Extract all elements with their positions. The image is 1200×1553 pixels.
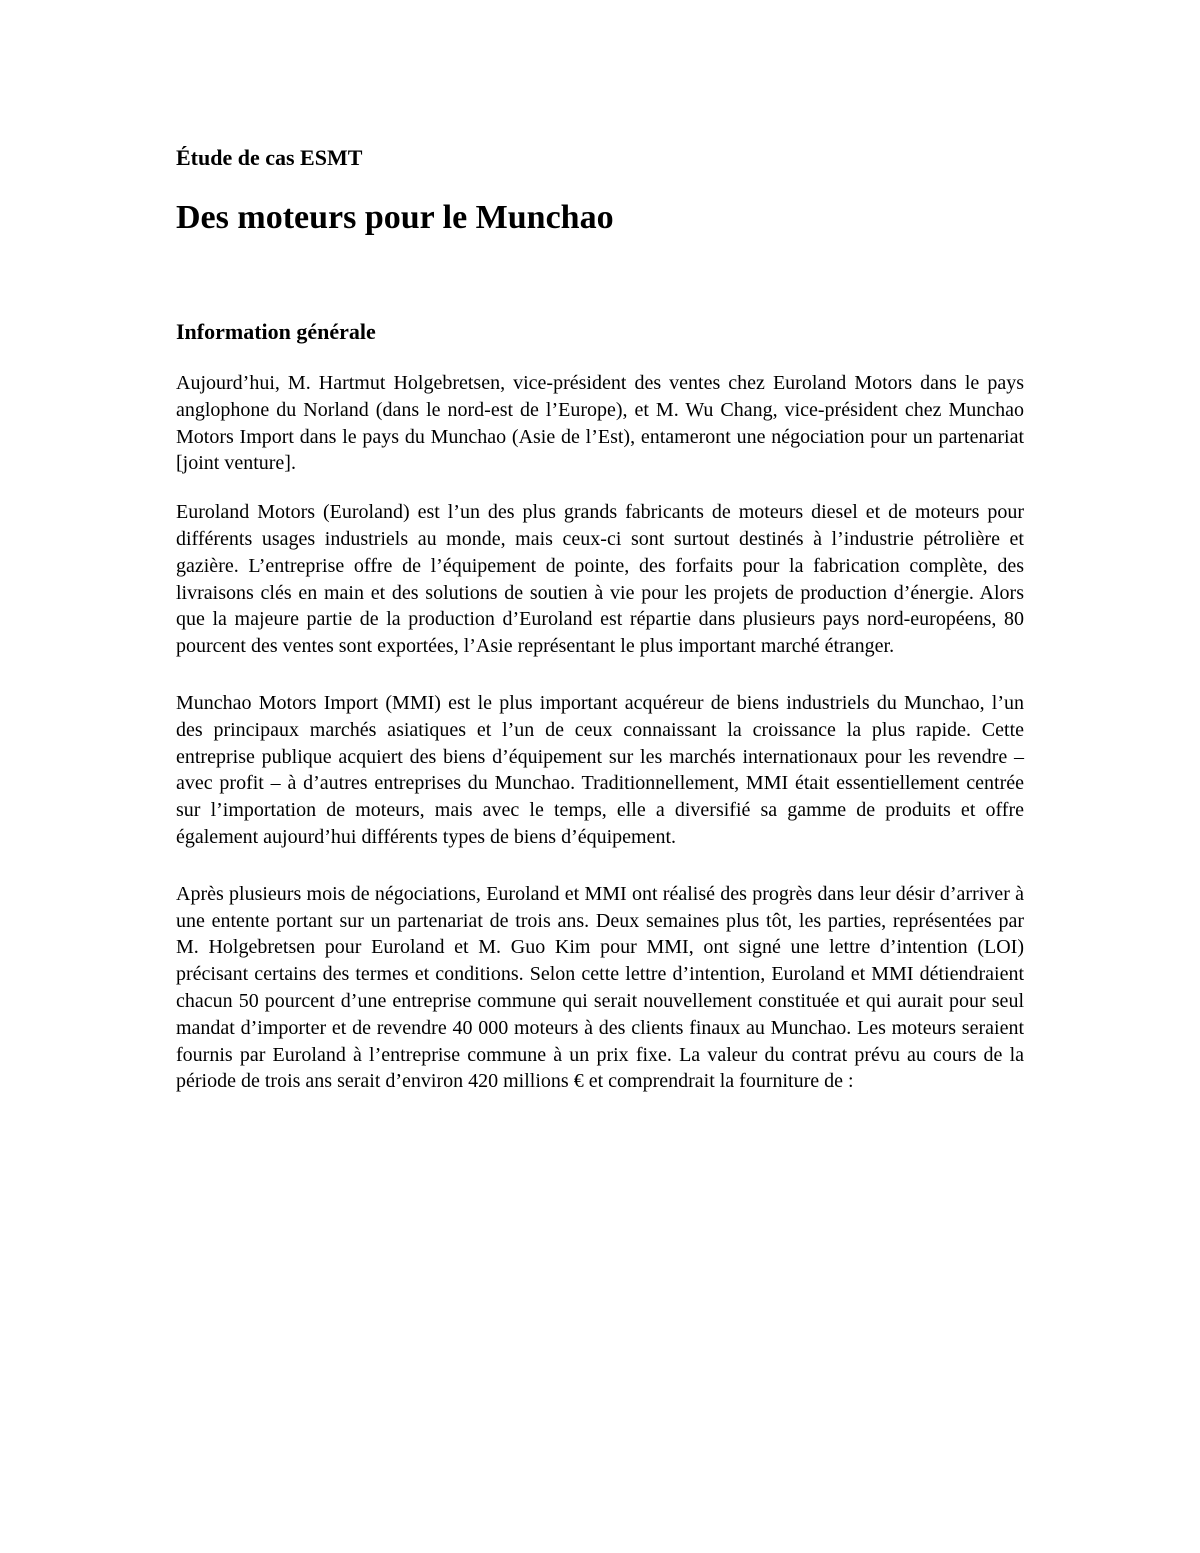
paragraph-negotiations: Après plusieurs mois de négociations, Euroland et MMI ont réalisé des progrès dans leur désir d’arriver à une entente portant sur un partenariat de trois ans. Deux semaines plus tôt, les parties, représentées par M. Holgebretsen pour Euroland et M. Guo Kim pour MMI, ont signé une lettre d’intention (LOI) précisant certains des termes et conditions. Selon cette lettre d’intention, Euroland et MMI détiendraient chacun 50 pourcent d’une entreprise commune qui serait nouvellement constituée et qui aurait pour seul mandat d’importer et de revendre 40 000 moteurs à des clients finaux au Munchao. Les moteurs seraient fournis par Euroland à l’entreprise commune à un prix fixe. La valeur du contrat prévu au cours de la période de trois ans serait d’environ 420 millions € et comprendrait la fourniture de : — [176, 882, 1024, 1093]
document-body — [176, 140, 1024, 1095]
case-study-label: Étude de cas ESMT — [176, 145, 363, 170]
paragraph-introduction: Aujourd’hui, M. Hartmut Holgebretsen, vice-président des ventes chez Euroland Motors dans le pays anglophone du Norland (dans le nord-est de l’Europe), et M. Wu Chang, vice-président chez Munchao Motors Import dans le pays du Munchao (Asie de l’Est), entameront une négociation pour un partenariat [joint venture]. — [176, 372, 1024, 475]
paragraph-euroland: Euroland Motors (Euroland) est l’un des plus grands fabricants de moteurs diesel et de moteurs pour différents usages industriels au monde, mais ceux-ci sont surtout destinés à l’industrie pétrolière et gazière. L’entreprise offre de l’équipement de pointe, des forfaits pour la fabrication complète, des livraisons clés en main et des solutions de soutien à vie pour les projets de production d’énergie. Alors que la majeure partie de la production d’Euroland est répartie dans plusieurs pays nord-européens, 80 pourcent des ventes sont exportées, l’Asie représentant le plus important marché étranger. — [176, 501, 1024, 658]
document-title: Des moteurs pour le Munchao — [176, 199, 614, 236]
paragraph-mmi: Munchao Motors Import (MMI) est le plus important acquéreur de biens industriels du Munchao, l’un des principaux marchés asiatiques et l’un de ceux connaissant la croissance la plus rapide. Cette entreprise publique acquiert des biens d’équipement sur les marchés internationaux pour les revendre – avec profit – à d’autres entreprises du Munchao. Traditionnellement, MMI était essentiellement centrée sur l’importation de moteurs, mais avec le temps, elle a diversifié sa gamme de produits et offre également aujourd’hui différents types de biens d’équipement. — [176, 691, 1024, 848]
section-heading: Information générale — [176, 319, 376, 344]
